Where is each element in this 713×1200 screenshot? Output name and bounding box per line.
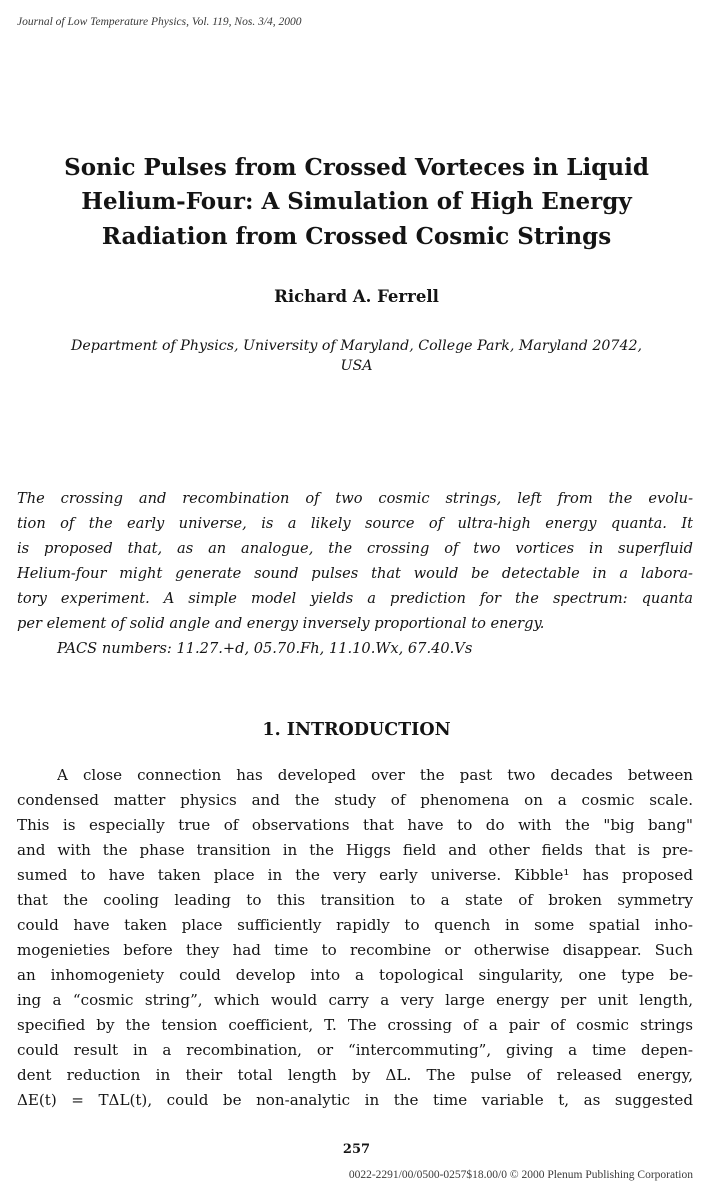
body-line-12: could result in a recombination, or “intercommuting”, giving a time depen-	[17, 1041, 693, 1059]
body-line-7: could have taken place sufficiently rapidly to quench in some spatial inho-	[17, 916, 693, 934]
body-line-13: dent reduction in their total length by ΔL. The pulse of released energy,	[17, 1066, 693, 1084]
abstract-line-2: tion of the early universe, is a likely source of ultra-high energy quanta. It	[17, 515, 693, 532]
publication-code: 0022-2291/00/0500-0257$18.00/0 © 2000 Plenum Publishing Corporation	[348, 1169, 693, 1181]
body-line-9: an inhomogeniety could develop into a topological singularity, one type be-	[17, 966, 693, 984]
abstract-line-3: is proposed that, as an analogue, the crossing of two vortices in superfluid	[17, 540, 693, 557]
body-line-10: ing a “cosmic string”, which would carry a very large energy per unit length,	[17, 991, 693, 1009]
abstract-line-1: The crossing and recombination of two cosmic strings, left from the evolu-	[17, 490, 693, 507]
author-name: Richard A. Ferrell	[274, 287, 439, 306]
abstract-line-5: tory experiment. A simple model yields a prediction for the spectrum: quanta	[17, 590, 693, 607]
journal-header: Journal of Low Temperature Physics, Vol. 119, Nos. 3/4, 2000	[17, 16, 302, 28]
body-line-5: sumed to have taken place in the very early universe. Kibble¹ has proposed	[17, 866, 693, 884]
title-line-3: Radiation from Crossed Cosmic Strings	[101, 223, 612, 250]
abstract-line-4: Helium-four might generate sound pulses that would be detectable in a labora-	[17, 565, 693, 582]
body-line-2: condensed matter physics and the study of phenomena on a cosmic scale.	[17, 791, 693, 809]
body-line-8: mogenieties before they had time to recombine or otherwise disappear. Such	[17, 941, 693, 959]
page-number: 257	[342, 1142, 371, 1157]
abstract-line-6: per element of solid angle and energy inversely proportional to energy.	[17, 615, 545, 632]
title-line-2: Helium-Four: A Simulation of High Energy	[81, 188, 632, 215]
body-line-3: This is especially true of observations that have to do with the "big bang"	[17, 816, 693, 834]
body-line-14: ΔE(t) = TΔL(t), could be non-analytic in the time variable t, as suggested	[17, 1091, 693, 1109]
title-line-1: Sonic Pulses from Crossed Vorteces in Liquid	[64, 154, 649, 181]
body-line-4: and with the phase transition in the Higgs field and other fields that is pre-	[17, 841, 693, 859]
body-line-1: A close connection has developed over the past two decades between	[57, 766, 693, 784]
pacs-numbers: PACS numbers: 11.27.+d, 05.70.Fh, 11.10.Wx, 67.40.Vs	[57, 640, 473, 657]
section-heading: 1. INTRODUCTION	[262, 720, 451, 740]
affiliation-line-2: USA	[340, 358, 373, 374]
affiliation-line-1: Department of Physics, University of Maryland, College Park, Maryland 20742,	[70, 338, 643, 354]
body-line-11: specified by the tension coefficient, T. The crossing of a pair of cosmic strings	[17, 1016, 693, 1034]
body-line-6: that the cooling leading to this transition to a state of broken symmetry	[17, 891, 693, 909]
